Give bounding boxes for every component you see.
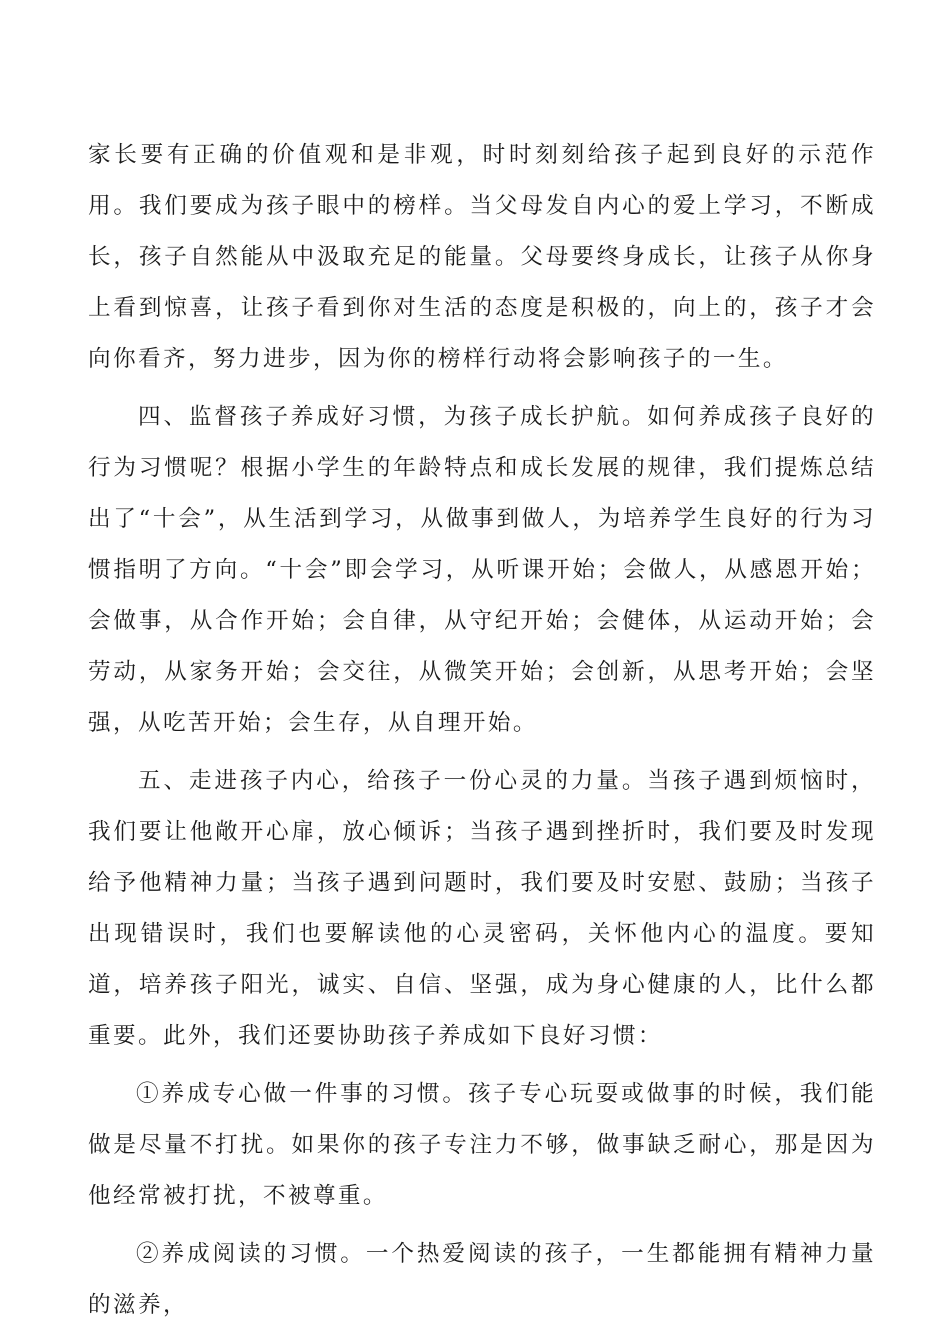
paragraph-spacer xyxy=(88,749,876,756)
list-item-focus-habit: ①养成专心做一件事的习惯。孩子专心玩耍或做事的时候，我们能做是尽量不打扰。如果你的孩子专注力不够，做事缺乏耐心，那是因为他经常被打扰，不被尊重。 xyxy=(88,1081,876,1209)
paragraph-role-model: 家长要有正确的价值观和是非观，时时刻刻给孩子起到良好的示范作用。我们要成为孩子眼中的榜样。当父母发自内心的爱上学习，不断成长，孩子自然能从中汲取充足的能量。父母要终身成长，让孩子从你身上看到惊喜，让孩子看到你对生活的态度是积极的，向上的，孩子才会向你看齐，努力进步，因为你的榜样行动将会影响孩子的一生。 xyxy=(88,142,876,372)
paragraph-spacer xyxy=(88,1062,876,1069)
paragraph-inner-heart: 五、走进孩子内心，给孩子一份心灵的力量。当孩子遇到烦恼时，我们要让他敞开心扉，放心倾诉；当孩子遇到挫折时，我们要及时发现给予他精神力量；当孩子遇到问题时，我们要及时安慰、鼓励；当孩子出现错误时，我们也要解读他的心灵密码，关怀他内心的温度。要知道，培养孩子阳光，诚实、自信、坚强，成为身心健康的人，比什么都重要。此外，我们还要协助孩子养成如下良好习惯： xyxy=(88,768,876,1049)
paragraph-spacer xyxy=(88,1222,876,1229)
paragraph-good-habits: 四、监督孩子养成好习惯，为孩子成长护航。如何养成孩子良好的行为习惯呢？根据小学生的年龄特点和成长发展的规律，我们提炼总结出了“十会”，从生活到学习，从做事到做人，为培养学生良好的行为习惯指明了方向。“十会”即会学习，从听课开始；会做人，从感恩开始；会做事，从合作开始；会自律，从守纪开始；会健体，从运动开始；会劳动，从家务开始；会交往，从微笑开始；会创新，从思考开始；会坚强，从吃苦开始；会生存，从自理开始。 xyxy=(88,404,876,736)
list-item-reading-habit: ②养成阅读的习惯。一个热爱阅读的孩子，一生都能拥有精神力量的滋养， xyxy=(88,1241,876,1318)
paragraph-spacer xyxy=(88,385,876,392)
document-body xyxy=(88,130,876,1331)
